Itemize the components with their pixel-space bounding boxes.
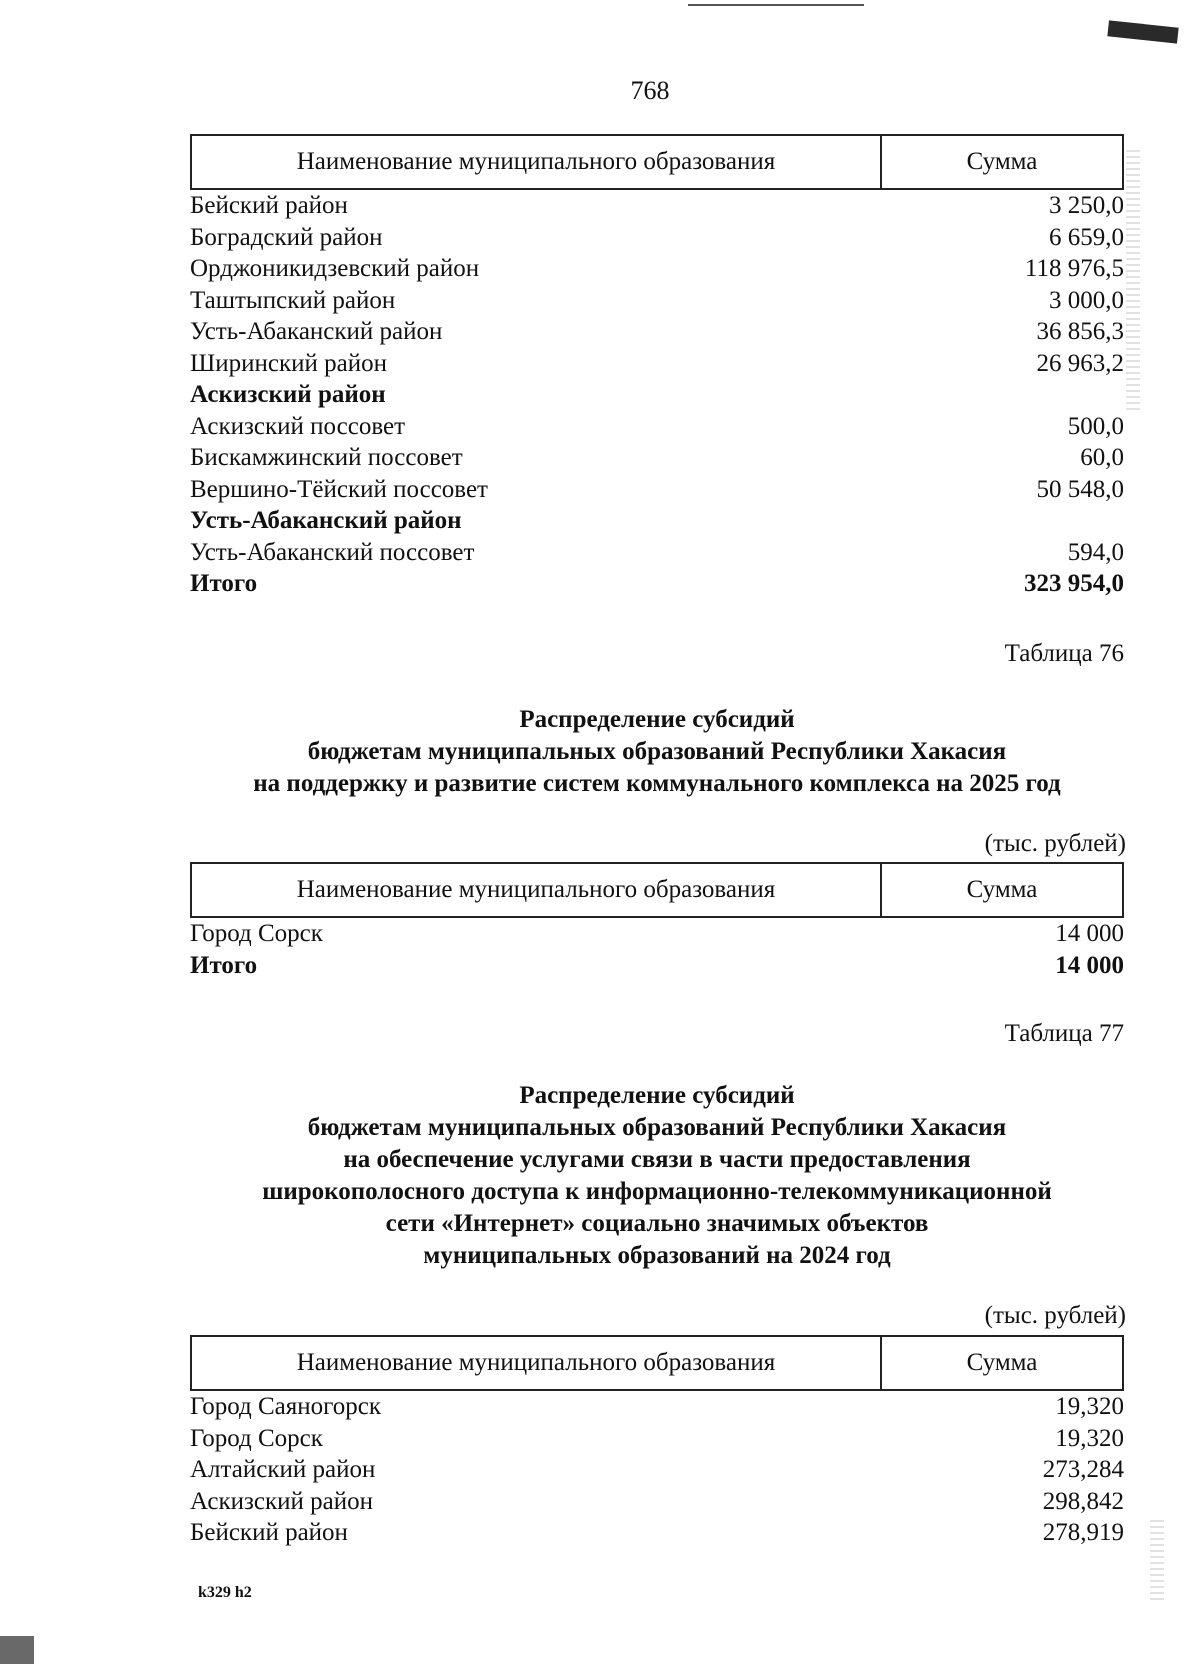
- row-sum: 19,320: [1055, 1393, 1124, 1420]
- table-row: [190, 950, 1124, 982]
- row-name: Аскизский район: [190, 381, 386, 408]
- table-header: [190, 862, 1124, 918]
- row-name: Итого: [190, 951, 258, 979]
- row-sum: 3 000,0: [1049, 286, 1124, 314]
- scan-artifact-bottom-left: [0, 1636, 34, 1664]
- table-77-title: [190, 1080, 1124, 1272]
- header-name-col: Наименование муниципального образования: [192, 1337, 882, 1389]
- row-name: Итого: [190, 570, 258, 597]
- row-name: Вершино-Тёйский поссовет: [190, 475, 488, 503]
- scan-artifact-corner: [1107, 20, 1178, 43]
- table-76-label: Таблица 76: [1004, 640, 1124, 667]
- row-sum: 60,0: [1080, 444, 1124, 471]
- row-sum: 298,842: [1042, 1487, 1124, 1515]
- table-77: [190, 1335, 1124, 1549]
- table-row: [190, 918, 1124, 950]
- table-row: [190, 1486, 1124, 1518]
- title-line: Распределение субсидий: [519, 1082, 795, 1109]
- table-header: [190, 134, 1124, 190]
- row-sum: 14 000: [1055, 920, 1124, 947]
- row-name: Бейский район: [190, 1519, 348, 1546]
- row-sum: 14 000: [1055, 951, 1124, 979]
- row-sum: 36 856,3: [1036, 318, 1124, 345]
- table-76-title: [190, 704, 1124, 800]
- title-line: бюджетам муниципальных образований Республики Хакасия: [307, 1114, 1007, 1141]
- row-sum: 500,0: [1067, 412, 1124, 440]
- title-line: бюджетам муниципальных образований Республики Хакасия: [307, 738, 1007, 765]
- header-sum-col: Сумма: [966, 1349, 1038, 1376]
- table-row: [190, 537, 1124, 569]
- table-row: [190, 568, 1124, 600]
- row-sum: 278,919: [1042, 1519, 1124, 1546]
- row-sum: 19,320: [1055, 1424, 1124, 1452]
- row-name: Усть-Абаканский поссовет: [190, 538, 475, 566]
- table-76: [190, 862, 1124, 981]
- row-sum: 26 963,2: [1036, 349, 1124, 377]
- table-76-units: (тыс. рублей): [984, 830, 1126, 857]
- row-name: Бейский район: [190, 192, 348, 219]
- title-line: на обеспечение услугами связи в части предоставления: [343, 1146, 971, 1173]
- table-77-label: Таблица 77: [1004, 1020, 1124, 1047]
- title-line: Распределение субсидий: [519, 706, 795, 733]
- table-row: [190, 474, 1124, 506]
- header-sum-col: Сумма: [966, 876, 1038, 903]
- table-row: [190, 348, 1124, 380]
- table-row: [190, 1454, 1124, 1486]
- page-number: 768: [630, 76, 670, 105]
- footer-code: k329 h2: [198, 1584, 252, 1601]
- table-body: [190, 190, 1124, 600]
- row-name: Ширинский район: [190, 349, 387, 377]
- row-name: Таштыпский район: [190, 286, 396, 314]
- table-row: [190, 222, 1124, 254]
- row-name: Усть-Абаканский район: [190, 318, 443, 345]
- row-sum: 3 250,0: [1049, 192, 1124, 219]
- table-row: [190, 190, 1124, 222]
- table-row: [190, 253, 1124, 285]
- row-name: Орджоникидзевский район: [190, 255, 480, 282]
- table-row: [190, 316, 1124, 348]
- row-name: Усть-Абаканский район: [190, 507, 462, 534]
- row-name: Аскизский район: [190, 1487, 374, 1515]
- table-body: [190, 1391, 1124, 1549]
- row-sum: 273,284: [1042, 1456, 1124, 1483]
- row-name: Город Саяногорск: [190, 1393, 382, 1420]
- table-header: [190, 1335, 1124, 1391]
- table-row: [190, 285, 1124, 317]
- row-name: Город Сорск: [190, 1424, 323, 1452]
- scan-edge-noise: [1150, 1520, 1164, 1600]
- table-row: [190, 1423, 1124, 1455]
- header-sum-col: Сумма: [966, 148, 1038, 175]
- row-sum: 594,0: [1067, 538, 1124, 566]
- table-row: [190, 1391, 1124, 1423]
- table-77-units: (тыс. рублей): [984, 1302, 1126, 1329]
- row-name: Алтайский район: [190, 1456, 376, 1483]
- table-row: [190, 1517, 1124, 1549]
- row-sum: 6 659,0: [1049, 223, 1124, 251]
- row-name: Аскизский поссовет: [190, 412, 406, 440]
- table-row: [190, 379, 1124, 411]
- title-line: на поддержку и развитие систем коммунального комплекса на 2025 год: [253, 770, 1061, 797]
- header-name-col: Наименование муниципального образования: [192, 136, 882, 188]
- table-row: [190, 505, 1124, 537]
- title-line: широкополосного доступа к информационно-телекоммуникационной: [262, 1178, 1052, 1205]
- row-name: Боградский район: [190, 223, 383, 251]
- table-body: [190, 918, 1124, 981]
- row-name: Бискамжинский поссовет: [190, 444, 463, 471]
- table-row: [190, 411, 1124, 443]
- row-name: Город Сорск: [190, 920, 323, 947]
- row-sum: 323 954,0: [1024, 570, 1124, 597]
- row-sum: 118 976,5: [1024, 255, 1124, 282]
- header-name-col: Наименование муниципального образования: [192, 864, 882, 916]
- scan-edge-noise: [1126, 150, 1140, 410]
- scan-artifact-line: [688, 4, 864, 6]
- title-line: муниципальных образований на 2024 год: [423, 1242, 891, 1269]
- table-row: [190, 442, 1124, 474]
- table-continuation: [190, 134, 1124, 600]
- row-sum: 50 548,0: [1036, 475, 1124, 503]
- title-line: сети «Интернет» социально значимых объектов: [385, 1210, 929, 1237]
